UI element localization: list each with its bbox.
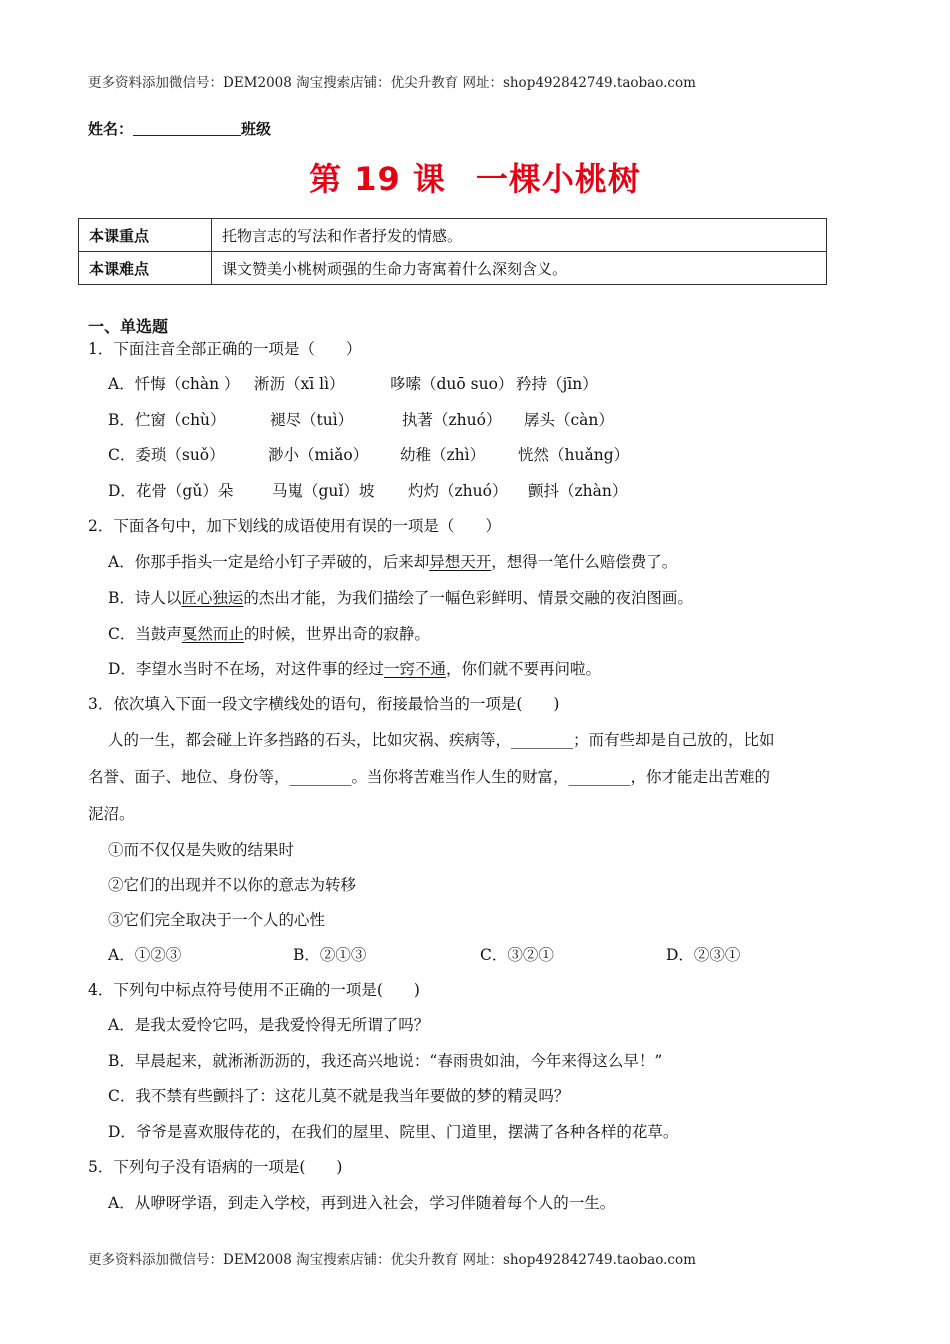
lesson-title [0,154,950,200]
page-footer: 更多资料添加微信号：DEM2008 淘宝搜索店铺：优尖升教育 网址：shop492842749.taobao.com [88,1252,696,1268]
page-header: 更多资料添加微信号：DEM2008 淘宝搜索店铺：优尖升教育 网址：shop492842749.taobao.com [88,75,696,91]
q1-option-d[interactable]: D．花骨（gǔ）朵 马嵬（guǐ）坡 灼灼（zhuó） 颤抖（zhàn） [108,482,628,500]
q2-option-c[interactable]: C．当鼓声戛然而止的时候，世界出奇的寂静。 [108,625,430,643]
q3-stem: 3．依次填入下面一段文字横线处的语句，衔接最恰当的一项是( ) [88,695,560,713]
q1-stem: 1．下面注音全部正确的一项是（ ） [88,340,362,358]
underlined-idiom: 匠心独运 [181,589,244,607]
q3-option-a[interactable]: A．①②③ [108,946,182,964]
q4-option-c[interactable]: C．我不禁有些颤抖了：这花儿莫不就是我当年要做的梦的精灵吗？ [108,1087,570,1105]
underlined-idiom: 异想天开 [429,553,492,571]
section-title: 一、单选题 [88,317,169,336]
q3-paragraph-line-2: 名誉、面子、地位、身份等，________。当你将苦难当作人生的财富，________，你才能走出苦难的 [88,768,771,786]
q3-option-c[interactable]: C．③②① [480,946,554,964]
q5-stem: 5．下列句子没有语病的一项是( ) [88,1158,343,1176]
table-row [79,219,827,252]
q4-option-a[interactable]: A．是我太爱怜它吗，是我爱怜得无所谓了吗？ [108,1016,430,1034]
lesson-focus-table [78,218,827,285]
q4-option-d[interactable]: D．爷爷是喜欢服侍花的，在我们的屋里、院里、门道里，摆满了各种各样的花草。 [108,1123,679,1141]
q3-item-2: ②它们的出现并不以你的意志为转移 [108,876,357,894]
q3-item-3: ③它们完全取决于一个人的心性 [108,911,326,929]
key-point-value: 托物言志的写法和作者抒发的情感。 [212,219,827,252]
q3-option-b[interactable]: B．②①③ [293,946,367,964]
q2-stem: 2．下面各句中，加下划线的成语使用有误的一项是（ ） [88,517,501,535]
class-label: 班级 [241,120,272,138]
q1-option-a[interactable]: A．忏悔（chàn ） 淅沥（xī lì） 哆嗦（duō suo） 矜持（jīn） [108,375,598,393]
lesson-name: 一棵小桃树 [475,160,641,198]
q3-item-1: ①而不仅仅是失败的结果时 [108,841,295,859]
student-name-line [88,118,271,139]
q5-option-a[interactable]: A．从咿呀学语，到走入学校，再到进入社会，学习伴随着每个人的一生。 [108,1194,616,1212]
q2-option-b[interactable]: B．诗人以匠心独运的杰出才能，为我们描绘了一幅色彩鲜明、情景交融的夜泊图画。 [108,589,693,607]
underlined-idiom: 一窍不通 [383,660,446,678]
q2-option-a[interactable]: A．你那手指头一定是给小钉子弄破的，后来却异想天开，想得一笔什么赔偿费了。 [108,553,678,571]
name-blank[interactable] [133,120,241,136]
table-row [79,252,827,285]
q4-option-b[interactable]: B．早晨起来，就淅淅沥沥的，我还高兴地说：“春雨贵如油，今年来得这么早！” [108,1052,663,1070]
q1-option-b[interactable]: B．伫窗（chù） 褪尽（tuì） 执著（zhuó） 孱头（càn） [108,411,614,429]
q3-paragraph-line-3: 泥沼。 [88,805,135,823]
q1-option-c[interactable]: C．委琐（suǒ） 渺小（miǎo） 幼稚（zhì） 恍然（huǎng） [108,446,630,464]
q2-option-d[interactable]: D．李望水当时不在场，对这件事的经过一窍不通，你们就不要再问啦。 [108,660,601,678]
q3-option-d[interactable]: D．②③① [666,946,741,964]
q4-stem: 4．下列句中标点符号使用不正确的一项是( ) [88,981,420,999]
key-point-label: 本课重点 [79,219,212,252]
lesson-number: 第 19 课 [309,160,446,198]
underlined-idiom: 戛然而止 [181,625,244,643]
difficulty-label: 本课难点 [79,252,212,285]
name-label: 姓名： [88,120,134,138]
q3-paragraph-line-1: 人的一生，都会碰上许多挡路的石头，比如灾祸、疾病等，________；而有些却是自己放的，比如 [108,731,775,749]
q3-options [108,945,740,965]
difficulty-value: 课文赞美小桃树顽强的生命力寄寓着什么深刻含义。 [212,252,827,285]
